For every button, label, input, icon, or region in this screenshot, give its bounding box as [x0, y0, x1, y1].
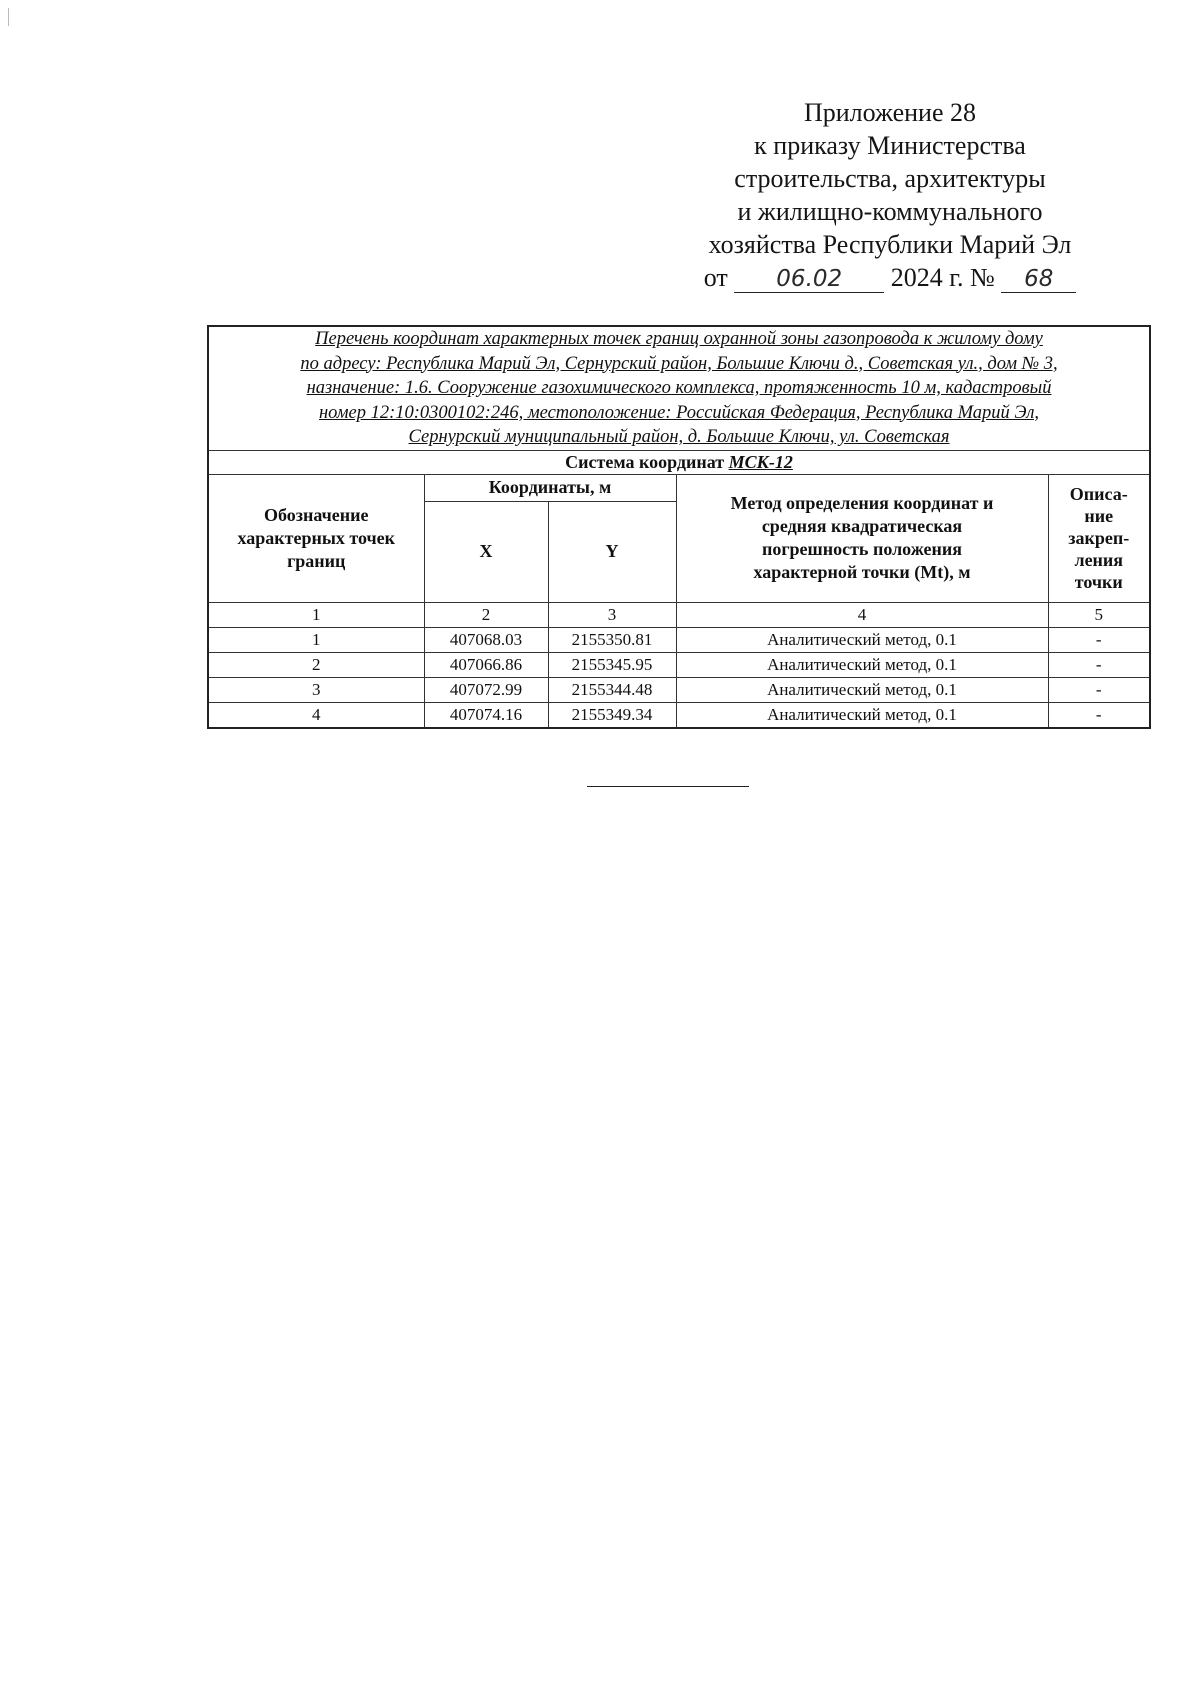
- header-text: ления: [1074, 550, 1124, 570]
- table-caption: [208, 326, 1150, 450]
- cell-description: -: [1048, 677, 1150, 702]
- cell-x: 407068.03: [424, 627, 548, 652]
- cell-point: 3: [208, 677, 424, 702]
- cell-y: 2155350.81: [548, 627, 676, 652]
- header-coordinates: Координаты, м: [424, 474, 676, 501]
- caption-line: назначение: 1.6. Сооружение газохимического комплекса, протяженность 10 м, кадастровый: [306, 378, 1052, 398]
- cell-x: 407074.16: [424, 702, 548, 728]
- header-description: [1048, 474, 1150, 602]
- header-text: Описа-: [1069, 484, 1128, 504]
- header-designation: [208, 474, 424, 602]
- cell-y: 2155349.34: [548, 702, 676, 728]
- cell-x: 407066.86: [424, 652, 548, 677]
- handwritten-date: 06.02: [734, 266, 884, 293]
- cell-method: Аналитический метод, 0.1: [676, 677, 1048, 702]
- header-text: погрешность положения: [761, 539, 963, 559]
- cell-method: Аналитический метод, 0.1: [676, 652, 1048, 677]
- order-date-line: [690, 261, 1090, 294]
- header-text: границ: [287, 550, 346, 571]
- coordinate-system-row: [208, 450, 1150, 474]
- header-text: Метод определения координат и: [730, 493, 994, 513]
- cell-description: -: [1048, 702, 1150, 728]
- table-row: [208, 702, 1150, 728]
- cell-method: Аналитический метод, 0.1: [676, 702, 1048, 728]
- scan-edge-line: [8, 8, 9, 26]
- header-text: средняя квадратическая: [761, 516, 963, 536]
- header-text: Обозначение: [263, 504, 369, 525]
- caption-line: по адресу: Республика Марий Эл, Сернурский район, Большие Ключи д., Советская ул., дом № 3,: [300, 353, 1058, 374]
- column-number: 3: [548, 602, 676, 627]
- cell-description: -: [1048, 627, 1150, 652]
- appendix-title: Приложение 28: [803, 98, 977, 127]
- header-line-5: хозяйства Республики Марий Эл: [708, 230, 1072, 259]
- header-text: ние: [1084, 506, 1114, 526]
- header-text: характерных точек: [237, 527, 396, 548]
- header-text: закреп-: [1068, 528, 1130, 548]
- cell-point: 2: [208, 652, 424, 677]
- header-x: X: [424, 501, 548, 602]
- cell-y: 2155345.95: [548, 652, 676, 677]
- header-text: характерной точки (Mt), м: [753, 562, 971, 582]
- header-line-2: к приказу Министерства: [754, 131, 1026, 160]
- cell-point: 1: [208, 627, 424, 652]
- header-row-1: [208, 474, 1150, 501]
- header-line-3: строительства, архитектуры: [734, 164, 1046, 193]
- cell-method: Аналитический метод, 0.1: [676, 627, 1048, 652]
- table-row: [208, 677, 1150, 702]
- caption-row: [208, 326, 1150, 450]
- column-number: 2: [424, 602, 548, 627]
- cell-point: 4: [208, 702, 424, 728]
- coordinates-table: [207, 325, 1151, 729]
- cell-x: 407072.99: [424, 677, 548, 702]
- year-label: 2024 г. №: [890, 263, 995, 292]
- caption-line: номер 12:10:0300102:246, местоположение: Российская Федерация, Республика Марий Эл,: [318, 402, 1040, 423]
- column-number: 4: [676, 602, 1048, 627]
- coordinate-system-value: МСК-12: [728, 451, 793, 472]
- table-row: [208, 627, 1150, 652]
- cell-y: 2155344.48: [548, 677, 676, 702]
- column-number-row: [208, 602, 1150, 627]
- coordinate-system-label: Система координат: [565, 451, 725, 472]
- header-method: [676, 474, 1048, 602]
- approval-header: [690, 96, 1090, 294]
- from-label: от: [703, 263, 728, 292]
- header-line-4: и жилищно-коммунального: [737, 197, 1043, 226]
- cell-description: -: [1048, 652, 1150, 677]
- table-row: [208, 652, 1150, 677]
- caption-line: Сернурский муниципальный район, д. Большие Ключи, ул. Советская: [408, 427, 950, 447]
- coordinate-system: [208, 450, 1150, 474]
- handwritten-order-number: 68: [1001, 266, 1076, 293]
- header-text: точки: [1074, 572, 1123, 592]
- column-number: 5: [1048, 602, 1150, 627]
- caption-line: Перечень координат характерных точек границ охранной зоны газопровода к жилому дому: [315, 329, 1043, 349]
- header-y: Y: [548, 501, 676, 602]
- end-of-document-line: [587, 786, 749, 787]
- column-number: 1: [208, 602, 424, 627]
